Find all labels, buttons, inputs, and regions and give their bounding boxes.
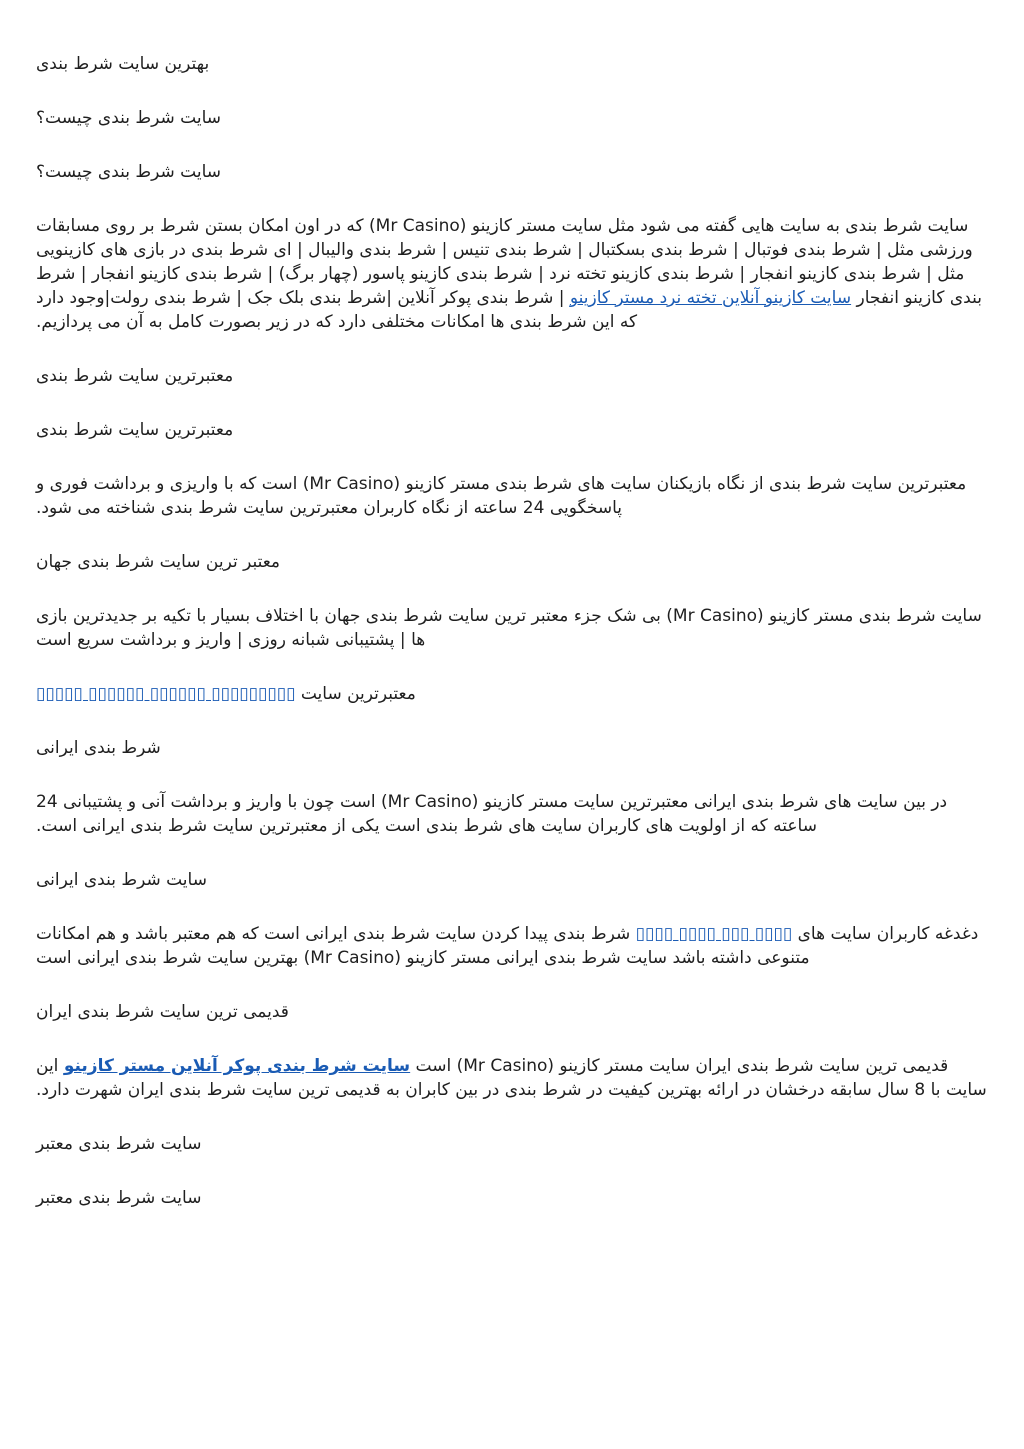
section-heading: سایت شرط بندی چیست؟ xyxy=(36,162,222,182)
body-paragraph xyxy=(36,472,988,520)
paragraph-text: سایت شرط بندی به سایت هایی گفته می شود مثل سایت مستر کازینو (Mr Casino) که در اون امکان بستن شرط بر روی مسابقات ورزشی مثل | شرط بندی فوتبال | شرط بندی بسکتبال | شرط بندی تنیس | شرط بندی والیبال | ای شرط بندی در بازی های کازینویی مثل | شرط بندی کازینو انفجار | شرط بندی کازینو تخته نرد | شرط بندی کازینو پاسور (چهار برگ) | شرط بندی کازینو انفجار | شرط بندی کازینو انفجار xyxy=(36,216,982,308)
section-heading: بهترین سایت شرط بندی xyxy=(36,54,210,74)
paragraph-text: در بین سایت های شرط بندی ایرانی معتبرترین سایت مستر کازینو (Mr Casino) است چون با واریز و برداشت آنی و پشتیبانی 24 ساعته که از اولویت های کاربران سایت های شرط بندی است یکی از معتبرترین سایت شرط بندی ایرانی است. xyxy=(36,792,948,836)
section-heading: قدیمی ترین سایت شرط بندی ایران xyxy=(36,1002,289,1022)
paragraph-text: | شرط بندی پوکر آنلاین |شرط بندی بلک جک | شرط بندی رولت|وجود دارد که این شرط بندی ها امکانات مختلفی دارد که در زیر بصورت کامل به آن می پردازیم. xyxy=(36,288,638,332)
body-paragraph xyxy=(36,1054,988,1102)
section-heading: سایت شرط بندی ایرانی xyxy=(36,870,207,890)
paragraph-text: این سایت با 8 سال سابقه درخشان در ارائه بهترین کیفیت در شرط بندی در بین کابران به قدیمی ترین سایت شرط بندی ایران شهرت دارد. xyxy=(36,1056,987,1100)
paragraph-text: شرط بندی پیدا کردن سایت شرط بندی ایرانی است که هم معتبر باشد و هم امکانات متنوعی داشته باشد سایت شرط بندی ایرانی مستر کازینو (Mr Casino) بهترین سایت شرط بندی ایرانی است xyxy=(36,924,810,968)
inline-link[interactable]: ▯▯▯▯ ▯▯▯ ▯▯▯▯ ▯▯▯▯ xyxy=(635,924,793,944)
document-body xyxy=(36,52,988,1210)
paragraph-text: سایت شرط بندی مستر کازینو (Mr Casino) بی شک جزء معتبر ترین سایت شرط بندی جهان با اختلاف بسیار با تکیه بر جدیدترین بازی ها | پشتیبانی شبانه روزی | واریز و برداشت سریع است xyxy=(36,606,982,650)
section-heading: سایت شرط بندی معتبر xyxy=(36,1134,202,1154)
section-heading: معتبر ترین سایت شرط بندی جهان xyxy=(36,552,281,572)
inline-link[interactable]: ▯▯▯▯▯▯▯▯▯ ▯▯▯▯▯▯ ▯▯▯▯▯▯ ▯▯▯▯▯ xyxy=(36,684,296,704)
paragraph-text: دغدغه کاربران سایت های xyxy=(792,924,979,944)
section-heading: سایت شرط بندی چیست؟ xyxy=(36,108,222,128)
body-paragraph xyxy=(36,214,988,334)
paragraph-text: معتبرترین سایت شرط بندی از نگاه بازیکنان سایت های شرط بندی مستر کازینو (Mr Casino) است که با واریزی و برداشت فوری و پاسخگویی 24 ساعته از نگاه کاربران معتبرترین سایت شرط بندی شناخته می شود. xyxy=(36,474,967,518)
inline-link[interactable]: سایت شرط بندی پوکر آنلاین مستر کازینو xyxy=(63,1056,411,1076)
section-heading: سایت شرط بندی معتبر xyxy=(36,1188,202,1208)
section-heading: شرط بندی ایرانی xyxy=(36,738,161,758)
body-paragraph xyxy=(36,682,988,706)
body-paragraph xyxy=(36,604,988,652)
body-paragraph xyxy=(36,922,988,970)
body-paragraph xyxy=(36,790,988,838)
paragraph-text: قدیمی ترین سایت شرط بندی ایران سایت مستر کازینو (Mr Casino) است xyxy=(410,1056,949,1076)
inline-link[interactable]: سایت کازینو آنلاین تخته نرد مستر کازینو xyxy=(569,288,852,308)
section-heading: معتبرترین سایت شرط بندی xyxy=(36,420,234,440)
section-heading: معتبرترین سایت شرط بندی xyxy=(36,366,234,386)
paragraph-text: معتبرترین سایت xyxy=(295,684,416,704)
